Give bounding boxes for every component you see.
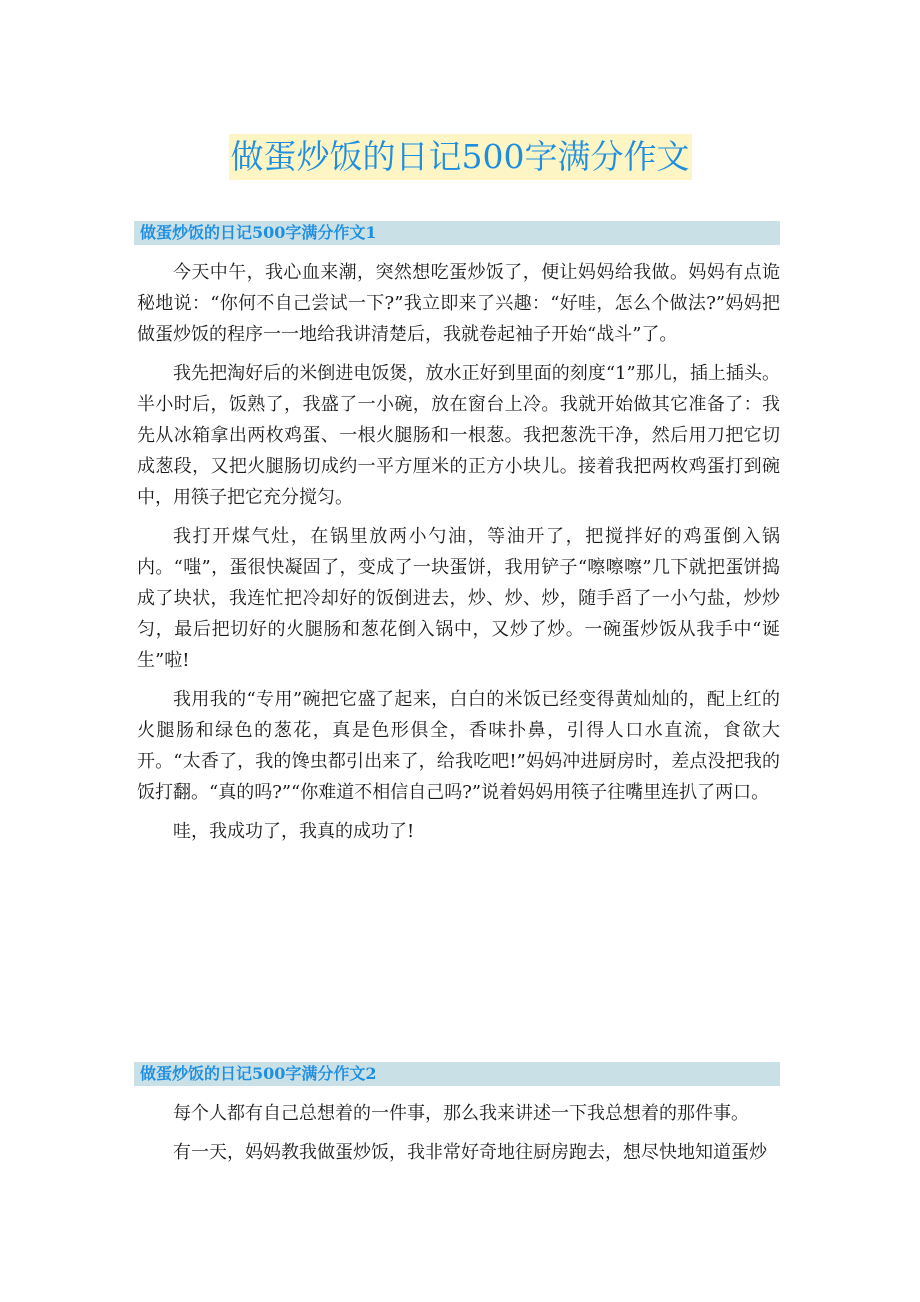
section-1-paragraph-2: 我先把淘好后的米倒进电饭煲，放水正好到里面的刻度“1”那儿，插上插头。半小时后，饭熟了，我盛了一小碗，放在窗台上冷。我就开始做其它准备了：我先从冰箱拿出两枚鸡蛋、一根火腿肠和一根葱。我把葱洗干净，然后用刀把它切成葱段，又把火腿肠切成约一平方厘米的正方小块儿。接着我把两枚鸡蛋打到碗中，用筷子把它充分搅匀。 [137, 363, 780, 508]
section-1-body [137, 257, 780, 847]
title-wrapper [0, 134, 920, 180]
section-2-heading: 做蛋炒饭的日记500字满分作文2 [134, 1062, 780, 1086]
section-1-paragraph-4: 我用我的“专用”碗把它盛了起来，白白的米饭已经变得黄灿灿的，配上红的火腿肠和绿色的葱花，真是色形俱全，香味扑鼻，引得人口水直流，食欲大开。“太香了，我的馋虫都引出来了，给我吃吧!”妈妈冲进厨房时，差点没把我的饭打翻。“真的吗?”“你难道不相信自己吗?”说着妈妈用筷子往嘴里连扒了两口。 [137, 689, 780, 803]
section-2-body [137, 1098, 780, 1168]
section-1-paragraph-5: 哇，我成功了，我真的成功了! [173, 821, 415, 842]
section-2-paragraph-1: 每个人都有自己总想着的一件事，那么我来讲述一下我总想着的那件事。 [173, 1103, 749, 1124]
section-1-heading: 做蛋炒饭的日记500字满分作文1 [134, 221, 780, 245]
section-1-paragraph-3: 我打开煤气灶，在锅里放两小勺油，等油开了，把搅拌好的鸡蛋倒入锅内。“嗤”，蛋很快凝固了，变成了一块蛋饼，我用铲子“嚓嚓嚓”几下就把蛋饼捣成了块状，我连忙把冷却好的饭倒进去，炒、炒、炒，随手舀了一小勺盐，炒炒匀，最后把切好的火腿肠和葱花倒入锅中，又炒了炒。一碗蛋炒饭从我手中“诞生”啦! [137, 526, 780, 671]
section-2-paragraph-2: 有一天，妈妈教我做蛋炒饭，我非常好奇地往厨房跑去，想尽快地知道蛋炒 [173, 1142, 767, 1163]
section-1-paragraph-1: 今天中午，我心血来潮，突然想吃蛋炒饭了，便让妈妈给我做。妈妈有点诡秘地说：“你何不自己尝试一下?”我立即来了兴趣：“好哇，怎么个做法?”妈妈把做蛋炒饭的程序一一地给我讲清楚后，我就卷起袖子开始“战斗”了。 [137, 262, 780, 345]
page-title: 做蛋炒饭的日记500字满分作文 [229, 134, 692, 180]
